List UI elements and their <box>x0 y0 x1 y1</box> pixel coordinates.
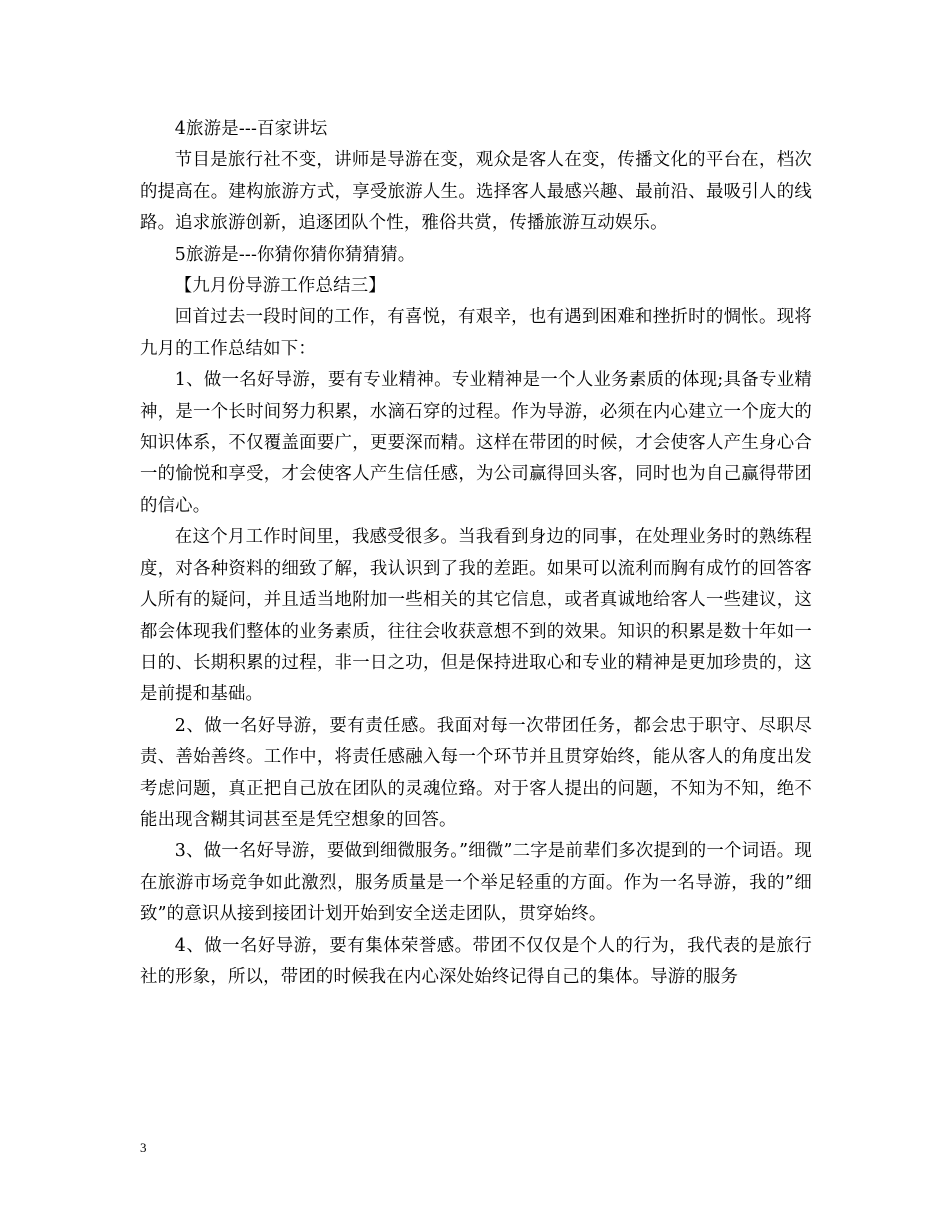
paragraph-responsibility: 2、做一名好导游，要有责任感。我面对每一次带团任务，都会忠于职守、尽职尽责、善始善终。工作中，将责任感融入每一个环节并且贯穿始终，能从客人的角度出发考虑问题，真正把自己放在团队的灵魂位臵。对于客人提出的问题，不知为不知，绝不能出现含糊其词甚至是凭空想象的回答。 <box>140 715 812 830</box>
paragraph-detailed-service: 3、做一名好导游，要做到细微服务。”细微”二字是前辈们多次提到的一个词语。现在旅游市场竞争如此激烈，服务质量是一个举足轻重的方面。作为一名导游，我的”细致”的意识从接到接团计划开始到安全送走团队，贯穿始终。 <box>140 841 812 925</box>
paragraph-program-description: 节目是旅行社不变，讲师是导游在变，观众是客人在变，传播文化的平台在，档次的提高在。建构旅游方式，享受旅游人生。选择客人最感兴趣、最前沿、最吸引人的线路。追求旅游创新，追逐团队个性，雅俗共赏，传播旅游互动娱乐。 <box>140 150 812 234</box>
paragraph-professional-spirit: 1、做一名好导游，要有专业精神。专业精神是一个人业务素质的体现;具备专业精神，是一个长时间努力积累，水滴石穿的过程。作为导游，必须在内心建立一个庞大的知识体系，不仅覆盖面要广，更要深而精。这样在带团的时候，才会使客人产生身心合一的愉悦和享受，才会使客人产生信任感，为公司赢得回头客，同时也为自己赢得带团的信心。 <box>140 370 812 516</box>
paragraph-guessing-game: 5旅游是---你猜你猜你猜猜猜。 <box>174 244 416 265</box>
document-body <box>140 114 812 993</box>
paragraph-introduction: 回首过去一段时间的工作，有喜悦，有艰辛，也有遇到困难和挫折时的惆怅。现将九月的工作总结如下： <box>140 307 812 359</box>
page-number: 3 <box>140 1140 147 1155</box>
paragraph-tourism-forum: 4旅游是---百家讲坛 <box>174 119 328 139</box>
paragraph-collective-honor: 4、做一名好导游，要有集体荣誉感。带团不仅仅是个人的行为，我代表的是旅行社的形象，所以，带团的时候我在内心深处始终记得自己的集体。导游的服务 <box>140 935 812 987</box>
paragraph-work-reflection: 在这个月工作时间里，我感受很多。当我看到身边的同事，在处理业务时的熟练程度，对各种资料的细致了解，我认识到了我的差距。如果可以流利而胸有成竹的回答客人所有的疑问，并且适当地附加一些相关的其它信息，或者真诚地给客人一些建议，这都会体现我们整体的业务素质，往往会收获意想不到的效果。知识的积累是数十年如一日的、长期积累的过程，非一日之功，但是保持进取心和专业的精神是更加珍贵的，这是前提和基础。 <box>140 527 812 705</box>
section-heading-summary-three: 【九月份导游工作总结三】 <box>174 276 386 297</box>
